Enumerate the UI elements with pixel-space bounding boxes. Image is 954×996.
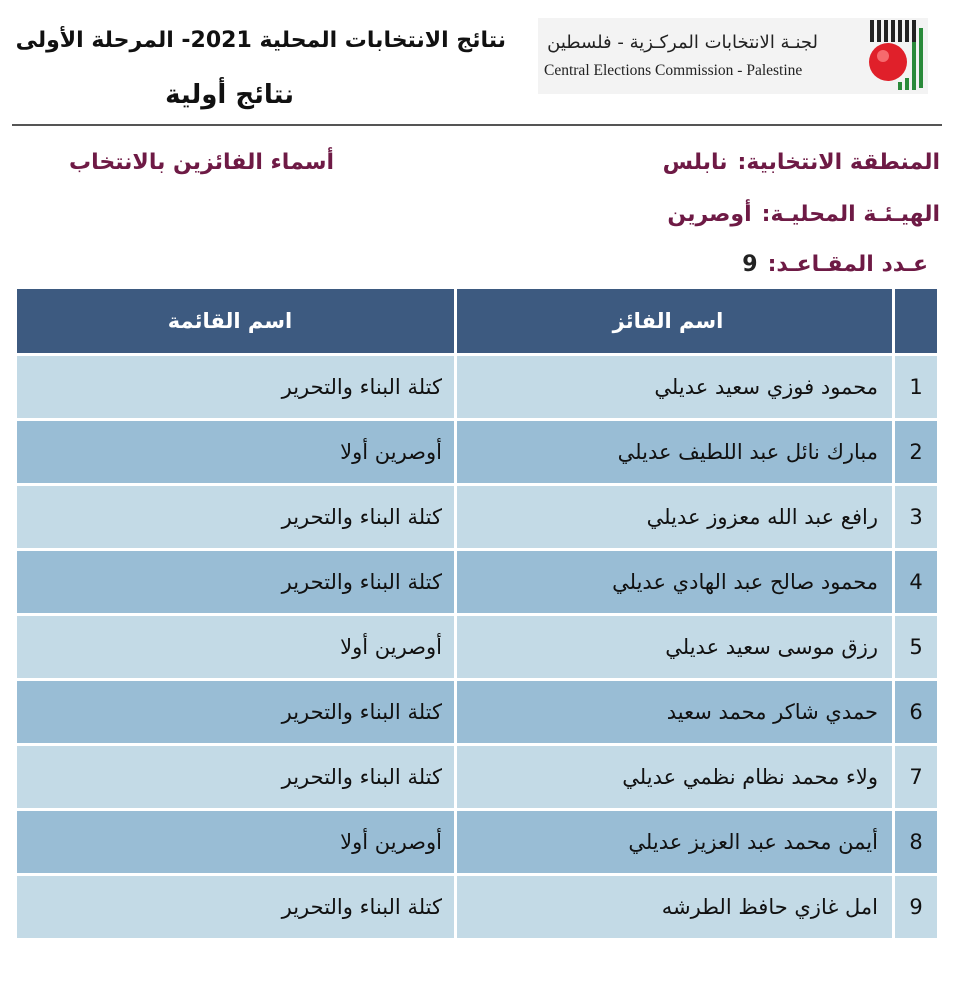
table-header-row — [17, 289, 937, 353]
table-row — [17, 421, 937, 483]
table-row — [17, 486, 937, 548]
row-number: 7 — [895, 746, 937, 808]
cec-logo — [538, 18, 928, 94]
header-winner-name: اسم الفائز — [457, 289, 892, 353]
council-label: الهيـئـة المحليـة: — [761, 202, 940, 227]
table-row — [17, 746, 937, 808]
row-number: 2 — [895, 421, 937, 483]
list-name: أوصرين أولا — [17, 811, 454, 873]
winner-name: ولاء محمد نظام نظمي عديلي — [457, 746, 892, 808]
row-number: 1 — [895, 356, 937, 418]
logo-arabic-text: لجنـة الانتخابات المركـزية - فلسطين — [547, 32, 818, 53]
district-line — [663, 150, 940, 175]
winner-name: مبارك نائل عبد اللطيف عديلي — [457, 421, 892, 483]
page-subtitle: نتائج أولية — [165, 80, 294, 110]
winner-name: أيمن محمد عبد العزيز عديلي — [457, 811, 892, 873]
list-name: كتلة البناء والتحرير — [17, 551, 454, 613]
table-row — [17, 616, 937, 678]
page-title: نتائج الانتخابات المحلية 2021- المرحلة الأولى — [15, 28, 506, 53]
page-header — [0, 0, 954, 128]
winner-name: حمدي شاكر محمد سعيد — [457, 681, 892, 743]
list-name: أوصرين أولا — [17, 616, 454, 678]
table-row — [17, 551, 937, 613]
row-number: 3 — [895, 486, 937, 548]
council-value: أوصرين — [667, 202, 752, 227]
winners-heading: أسماء الفائزين بالانتخاب — [68, 150, 334, 175]
list-name: أوصرين أولا — [17, 421, 454, 483]
cec-emblem-icon — [850, 18, 928, 94]
list-name: كتلة البناء والتحرير — [17, 681, 454, 743]
district-label: المنطقة الانتخابية: — [737, 150, 940, 175]
results-table — [14, 286, 940, 941]
row-number: 5 — [895, 616, 937, 678]
row-number: 6 — [895, 681, 937, 743]
seats-value: 9 — [742, 252, 758, 277]
winner-name: رافع عبد الله معزوز عديلي — [457, 486, 892, 548]
row-number: 8 — [895, 811, 937, 873]
header-divider — [12, 124, 942, 126]
row-number: 4 — [895, 551, 937, 613]
seats-label: عـدد المقـاعـد: — [767, 252, 928, 277]
winner-name: محمود فوزي سعيد عديلي — [457, 356, 892, 418]
logo-english-text: Central Elections Commission - Palestine — [544, 62, 803, 79]
table-row — [17, 811, 937, 873]
winner-name: رزق موسى سعيد عديلي — [457, 616, 892, 678]
table-row — [17, 876, 937, 938]
list-name: كتلة البناء والتحرير — [17, 486, 454, 548]
row-number: 9 — [895, 876, 937, 938]
table-row — [17, 681, 937, 743]
table-row — [17, 356, 937, 418]
list-name: كتلة البناء والتحرير — [17, 746, 454, 808]
header-list-name: اسم القائمة — [17, 289, 454, 353]
seats-line — [742, 252, 928, 277]
council-line — [667, 202, 940, 227]
winner-name: محمود صالح عبد الهادي عديلي — [457, 551, 892, 613]
district-value: نابلس — [662, 150, 728, 175]
list-name: كتلة البناء والتحرير — [17, 356, 454, 418]
winner-name: امل غازي حافظ الطرشه — [457, 876, 892, 938]
header-number — [895, 289, 937, 353]
list-name: كتلة البناء والتحرير — [17, 876, 454, 938]
